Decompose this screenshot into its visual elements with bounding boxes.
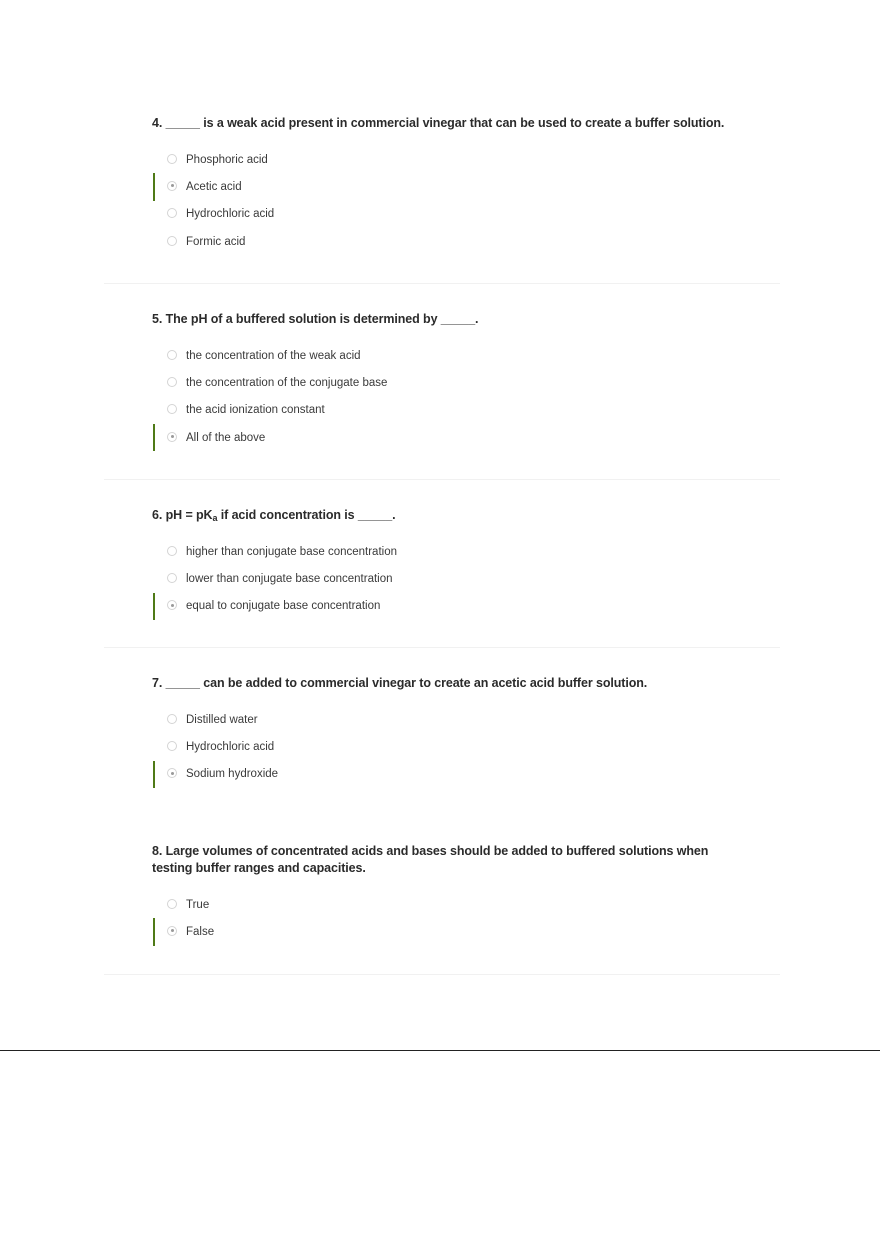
radio-button[interactable] [167,899,177,909]
radio-button[interactable] [167,404,177,414]
radio-button-selected[interactable] [167,768,177,778]
question-divider [104,647,780,648]
options-list [152,146,732,255]
page-break-rule [0,1050,880,1051]
option-weak-acid-concentration[interactable]: the concentration of the weak acid [152,342,732,369]
radio-button[interactable] [167,573,177,583]
option-distilled-water[interactable]: Distilled water [152,706,732,733]
radio-button-selected[interactable] [167,432,177,442]
option-all-of-the-above[interactable]: All of the above [152,424,732,451]
question-6 [152,507,732,620]
question-text: 5. The pH of a buffered solution is determined by _____. [152,312,479,326]
option-formic-acid[interactable]: Formic acid [152,228,732,255]
option-acid-ionization-constant[interactable]: the acid ionization constant [152,397,732,424]
option-hydrochloric-acid[interactable]: Hydrochloric acid [152,201,732,228]
radio-button[interactable] [167,208,177,218]
option-equal-to-conjugate-base[interactable]: equal to conjugate base concentration [152,593,732,620]
options-list [152,342,732,451]
question-text: 7. _____ can be added to commercial vinegar to create an acetic acid buffer solution. [152,676,648,690]
option-acetic-acid[interactable]: Acetic acid [152,173,732,200]
question-7 [152,675,732,788]
option-conjugate-base-concentration[interactable]: the concentration of the conjugate base [152,369,732,396]
radio-button[interactable] [167,377,177,387]
question-text: 6. pH = $pK_a$ if acid concentration is _____. [152,508,396,523]
radio-button-selected[interactable] [167,600,177,610]
radio-button[interactable] [167,741,177,751]
option-higher-than-conjugate-base[interactable]: higher than conjugate base concentration [152,538,732,565]
question-text: 4. _____ is a weak acid present in commercial vinegar that can be used to create a buffer solution. [152,116,725,130]
option-hydrochloric-acid[interactable]: Hydrochloric acid [152,733,732,760]
question-5 [152,311,732,451]
option-sodium-hydroxide[interactable]: Sodium hydroxide [152,761,732,788]
option-false[interactable]: False [152,918,712,945]
radio-button-selected[interactable] [167,926,177,936]
option-true[interactable]: True [152,891,712,918]
radio-button[interactable] [167,154,177,164]
options-list [152,538,732,620]
radio-button[interactable] [167,546,177,556]
question-8 [152,843,712,946]
question-text: 8. Large volumes of concentrated acids and bases should be added to buffered solutions when testing buffer ranges and capacities. [152,844,709,875]
question-divider [104,479,780,480]
radio-button-selected[interactable] [167,181,177,191]
option-lower-than-conjugate-base[interactable]: lower than conjugate base concentration [152,565,732,592]
radio-button[interactable] [167,236,177,246]
question-4 [152,115,732,255]
option-phosphoric-acid[interactable]: Phosphoric acid [152,146,732,173]
radio-button[interactable] [167,714,177,724]
options-list [152,706,732,788]
question-divider [104,974,780,975]
question-divider [104,283,780,284]
options-list [152,891,712,946]
radio-button[interactable] [167,350,177,360]
